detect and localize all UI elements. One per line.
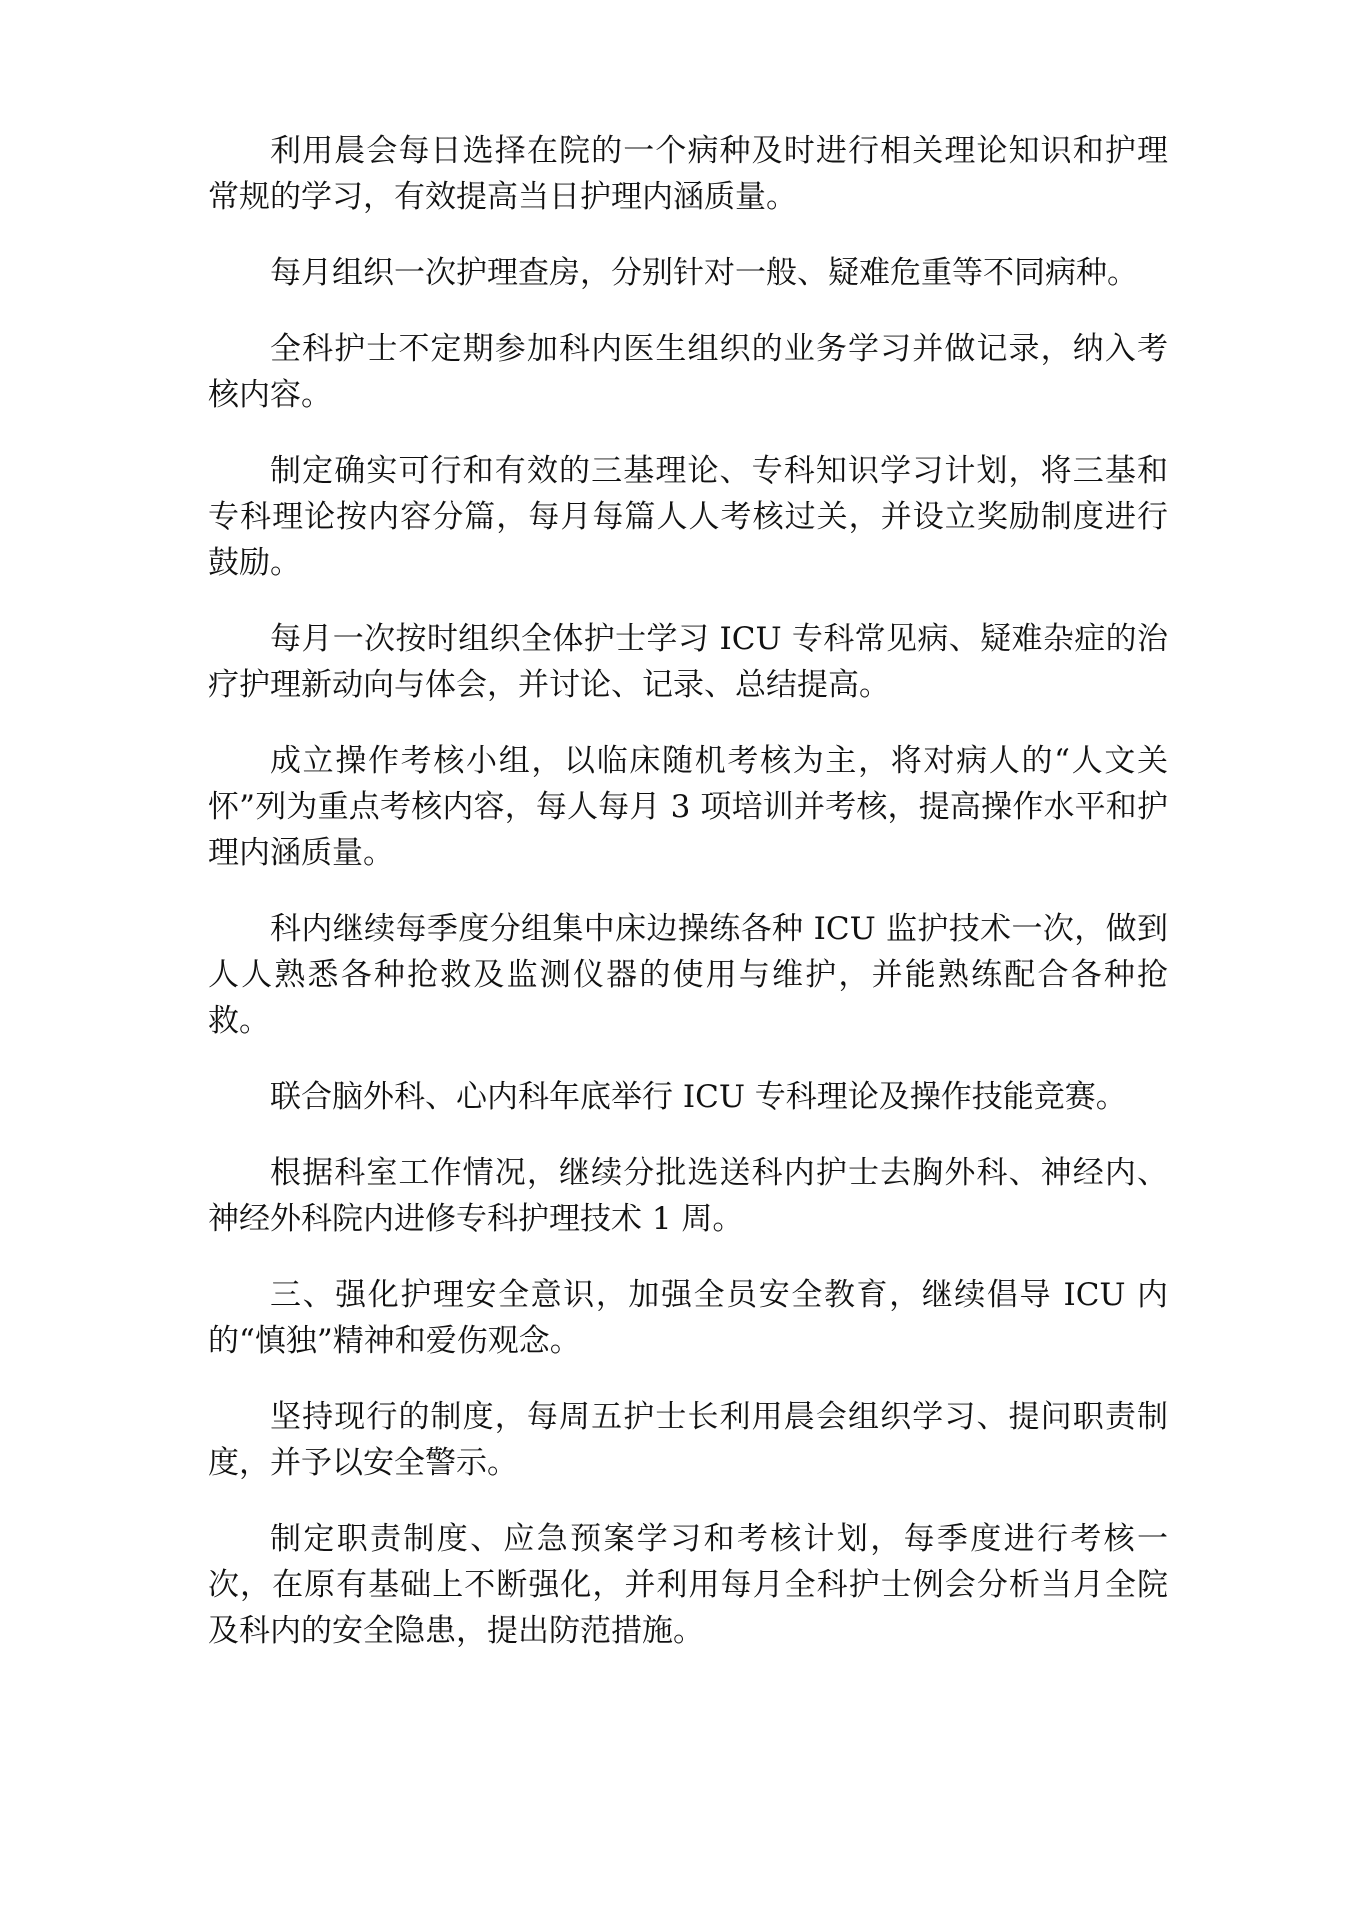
paragraph-9: 根据科室工作情况，继续分批选送科内护士去胸外科、神经内、神经外科院内进修专科护理技术 1 周。 <box>208 1155 1168 1237</box>
paragraph-1: 利用晨会每日选择在院的一个病种及时进行相关理论知识和护理常规的学习，有效提高当日护理内涵质量。 <box>208 133 1168 215</box>
paragraph-5: 每月一次按时组织全体护士学习 ICU 专科常见病、疑难杂症的治疗护理新动向与体会，并讨论、记录、总结提高。 <box>208 621 1168 703</box>
paragraph-12: 制定职责制度、应急预案学习和考核计划，每季度进行考核一次，在原有基础上不断强化，并利用每月全科护士例会分析当月全院及科内的安全隐患，提出防范措施。 <box>208 1521 1168 1649</box>
paragraph-8: 联合脑外科、心内科年底举行 ICU 专科理论及操作技能竞赛。 <box>270 1079 1127 1115</box>
paragraph-10: 三、强化护理安全意识，加强全员安全教育，继续倡导 ICU 内的“慎独”精神和爱伤观念。 <box>208 1277 1168 1359</box>
paragraph-2: 每月组织一次护理查房，分别针对一般、疑难危重等不同病种。 <box>270 255 1138 291</box>
paragraph-11: 坚持现行的制度，每周五护士长利用晨会组织学习、提问职责制度，并予以安全警示。 <box>208 1399 1168 1481</box>
paragraph-7: 科内继续每季度分组集中床边操练各种 ICU 监护技术一次，做到人人熟悉各种抢救及监测仪器的使用与维护，并能熟练配合各种抢救。 <box>208 911 1168 1039</box>
paragraph-6: 成立操作考核小组，以临床随机考核为主，将对病人的“人文关怀”列为重点考核内容，每人每月 3 项培训并考核，提高操作水平和护理内涵质量。 <box>208 743 1168 871</box>
paragraph-4: 制定确实可行和有效的三基理论、专科知识学习计划，将三基和专科理论按内容分篇，每月每篇人人考核过关，并设立奖励制度进行鼓励。 <box>208 453 1168 581</box>
document-body <box>208 128 1168 1684</box>
paragraph-3: 全科护士不定期参加科内医生组织的业务学习并做记录，纳入考核内容。 <box>208 331 1168 413</box>
